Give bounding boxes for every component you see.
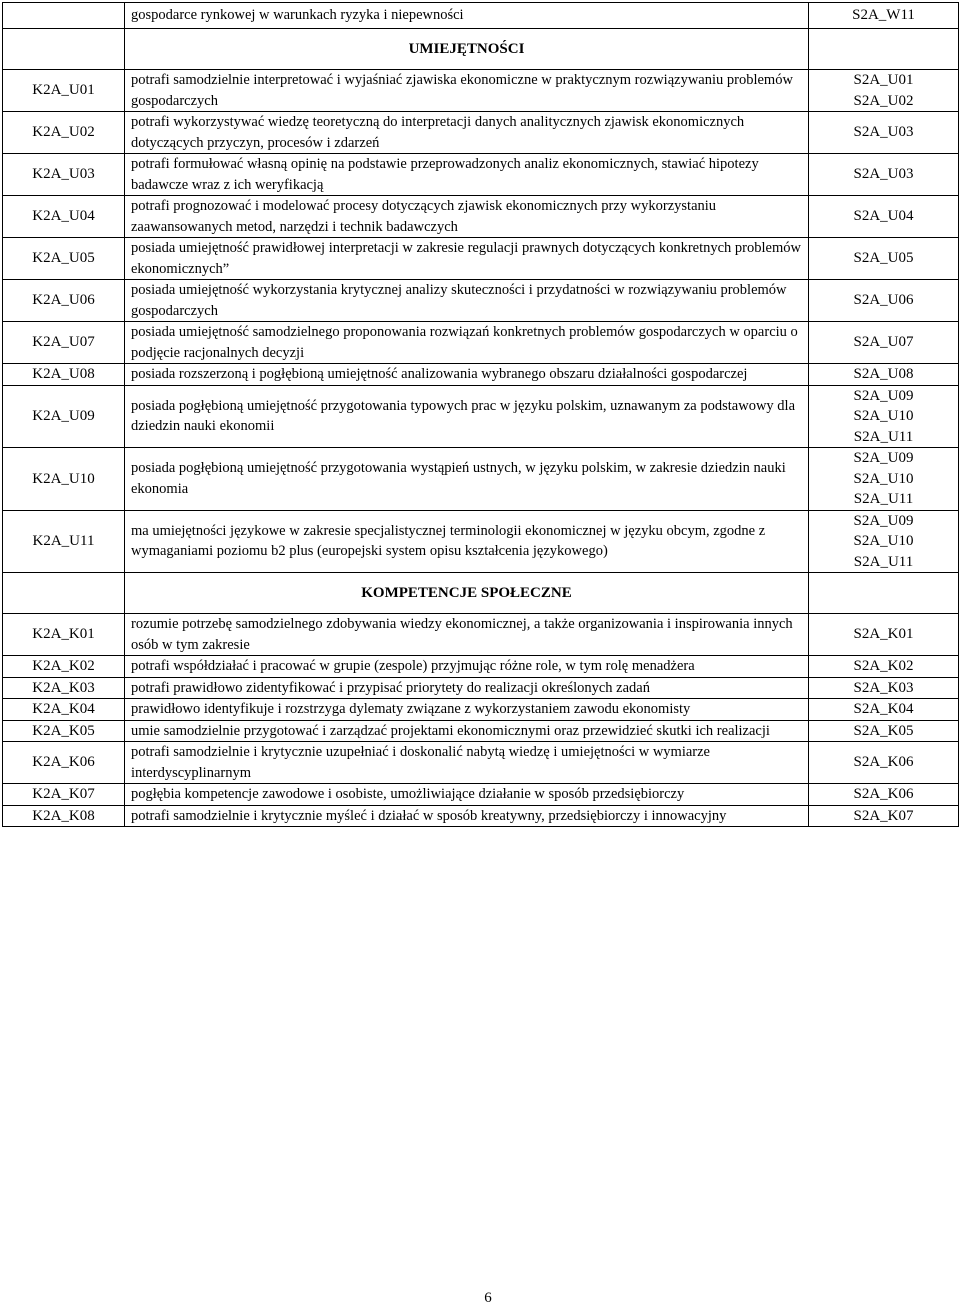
reference-cell: S2A_W11 <box>809 3 959 29</box>
section-heading-skills: UMIEJĘTNOŚCI <box>125 29 809 70</box>
reference-cell: S2A_U01 S2A_U02 <box>809 70 959 112</box>
reference-cell: S2A_U04 <box>809 196 959 238</box>
reference-cell: S2A_K03 <box>809 677 959 699</box>
code-cell: K2A_K07 <box>3 784 125 806</box>
table-row <box>3 784 959 806</box>
description-cell: posiada umiejętność samodzielnego proponowania rozwiązań konkretnych problemów gospodarczych w oparciu o podjęcie racjonalnych decyzji <box>125 322 809 364</box>
description-cell: potrafi samodzielnie i krytycznie uzupełniać i doskonalić nabytą wiedzę i umiejętności w wymiarze interdyscyplinarnym <box>125 742 809 784</box>
table-row <box>3 3 959 29</box>
table-row <box>3 364 959 386</box>
reference-cell: S2A_K06 <box>809 784 959 806</box>
reference-cell: S2A_K04 <box>809 699 959 721</box>
table-row <box>3 196 959 238</box>
table-row <box>3 510 959 573</box>
reference-cell: S2A_U08 <box>809 364 959 386</box>
description-cell: potrafi prognozować i modelować procesy dotyczących zjawisk ekonomicznych przy wykorzystaniu zaawansowanych metod, narzędzi i technik badawczych <box>125 196 809 238</box>
reference-cell: S2A_K07 <box>809 805 959 827</box>
table-row <box>3 720 959 742</box>
code-cell: K2A_K04 <box>3 699 125 721</box>
code-cell <box>3 3 125 29</box>
code-cell: K2A_U11 <box>3 510 125 573</box>
code-cell: K2A_K08 <box>3 805 125 827</box>
reference-cell: S2A_U06 <box>809 280 959 322</box>
description-cell: pogłębia kompetencje zawodowe i osobiste, umożliwiające działanie w sposób przedsiębiorczy <box>125 784 809 806</box>
code-cell: K2A_U06 <box>3 280 125 322</box>
reference-cell: S2A_K02 <box>809 656 959 678</box>
description-cell: posiada pogłębioną umiejętność przygotowania wystąpień ustnych, w języku polskim, w zakresie dziedzin nauki ekonomia <box>125 448 809 511</box>
table-row <box>3 112 959 154</box>
table-row <box>3 614 959 656</box>
table-row <box>3 280 959 322</box>
table-row <box>3 322 959 364</box>
section-heading-row <box>3 573 959 614</box>
description-cell: posiada rozszerzoną i pogłębioną umiejętność analizowania wybranego obszaru działalności gospodarczej <box>125 364 809 386</box>
page-number: 6 <box>484 1290 492 1306</box>
table-row <box>3 448 959 511</box>
description-cell: rozumie potrzebę samodzielnego zdobywania wiedzy ekonomicznej, a także organizowania i inspirowania innych osób w tym zakresie <box>125 614 809 656</box>
code-cell: K2A_K01 <box>3 614 125 656</box>
code-cell: K2A_K06 <box>3 742 125 784</box>
reference-cell <box>809 29 959 70</box>
code-cell: K2A_K05 <box>3 720 125 742</box>
code-cell: K2A_U01 <box>3 70 125 112</box>
description-cell: ma umiejętności językowe w zakresie specjalistycznej terminologii ekonomicznej w języku obcym, zgodne z wymaganiami poziomu b2 plus (europejski system opisu kształcenia językowego) <box>125 510 809 573</box>
code-cell: K2A_U04 <box>3 196 125 238</box>
table-row <box>3 699 959 721</box>
table-row <box>3 70 959 112</box>
reference-cell: S2A_U09 S2A_U10 S2A_U11 <box>809 385 959 448</box>
code-cell <box>3 29 125 70</box>
code-cell: K2A_U07 <box>3 322 125 364</box>
description-cell: potrafi samodzielnie i krytycznie myśleć i działać w sposób kreatywny, przedsiębiorczy i innowacyjny <box>125 805 809 827</box>
reference-cell: S2A_U03 <box>809 154 959 196</box>
reference-cell: S2A_K01 <box>809 614 959 656</box>
description-cell: potrafi formułować własną opinię na podstawie przeprowadzonych analiz ekonomicznych, stawiać hipotezy badawcze wraz z ich weryfikacją <box>125 154 809 196</box>
description-cell: potrafi współdziałać i pracować w grupie (zespole) przyjmując różne role, w tym rolę menadżera <box>125 656 809 678</box>
code-cell: K2A_K03 <box>3 677 125 699</box>
table-row <box>3 238 959 280</box>
code-cell: K2A_U05 <box>3 238 125 280</box>
description-cell: posiada umiejętność wykorzystania krytycznej analizy skuteczności i przydatności w rozwiązywaniu problemów gospodarczych <box>125 280 809 322</box>
description-cell: prawidłowo identyfikuje i rozstrzyga dylematy związane z wykorzystaniem zawodu ekonomisty <box>125 699 809 721</box>
reference-cell: S2A_U03 <box>809 112 959 154</box>
table-row <box>3 742 959 784</box>
description-cell: potrafi samodzielnie interpretować i wyjaśniać zjawiska ekonomiczne w praktycznym rozwiązywaniu problemów gospodarczych <box>125 70 809 112</box>
description-cell: potrafi wykorzystywać wiedzę teoretyczną do interpretacji danych analitycznych zjawisk ekonomicznych dotyczących przyczyn, procesów i zdarzeń <box>125 112 809 154</box>
code-cell: K2A_K02 <box>3 656 125 678</box>
code-cell <box>3 573 125 614</box>
description-cell: posiada pogłębioną umiejętność przygotowania typowych prac w języku polskim, uznawanym za podstawowy dla dziedzin nauki ekonomii <box>125 385 809 448</box>
code-cell: K2A_U08 <box>3 364 125 386</box>
table-row <box>3 677 959 699</box>
code-cell: K2A_U09 <box>3 385 125 448</box>
table-row <box>3 805 959 827</box>
table-row <box>3 656 959 678</box>
table-row <box>3 385 959 448</box>
reference-cell: S2A_K06 <box>809 742 959 784</box>
section-heading-competences: KOMPETENCJE SPOŁECZNE <box>125 573 809 614</box>
reference-cell: S2A_U05 <box>809 238 959 280</box>
reference-cell: S2A_K05 <box>809 720 959 742</box>
description-cell: umie samodzielnie przygotować i zarządzać projektami ekonomicznymi oraz przewidzieć skutki ich realizacji <box>125 720 809 742</box>
learning-outcomes-table <box>2 2 959 827</box>
reference-cell: S2A_U09 S2A_U10 S2A_U11 <box>809 510 959 573</box>
reference-cell <box>809 573 959 614</box>
description-cell: potrafi prawidłowo zidentyfikować i przypisać priorytety do realizacji określonych zadań <box>125 677 809 699</box>
code-cell: K2A_U02 <box>3 112 125 154</box>
table-row <box>3 154 959 196</box>
code-cell: K2A_U03 <box>3 154 125 196</box>
reference-cell: S2A_U07 <box>809 322 959 364</box>
code-cell: K2A_U10 <box>3 448 125 511</box>
reference-cell: S2A_U09 S2A_U10 S2A_U11 <box>809 448 959 511</box>
description-cell: posiada umiejętność prawidłowej interpretacji w zakresie regulacji prawnych dotyczących konkretnych problemów ekonomicznych” <box>125 238 809 280</box>
description-cell: gospodarce rynkowej w warunkach ryzyka i niepewności <box>125 3 809 29</box>
section-heading-row <box>3 29 959 70</box>
